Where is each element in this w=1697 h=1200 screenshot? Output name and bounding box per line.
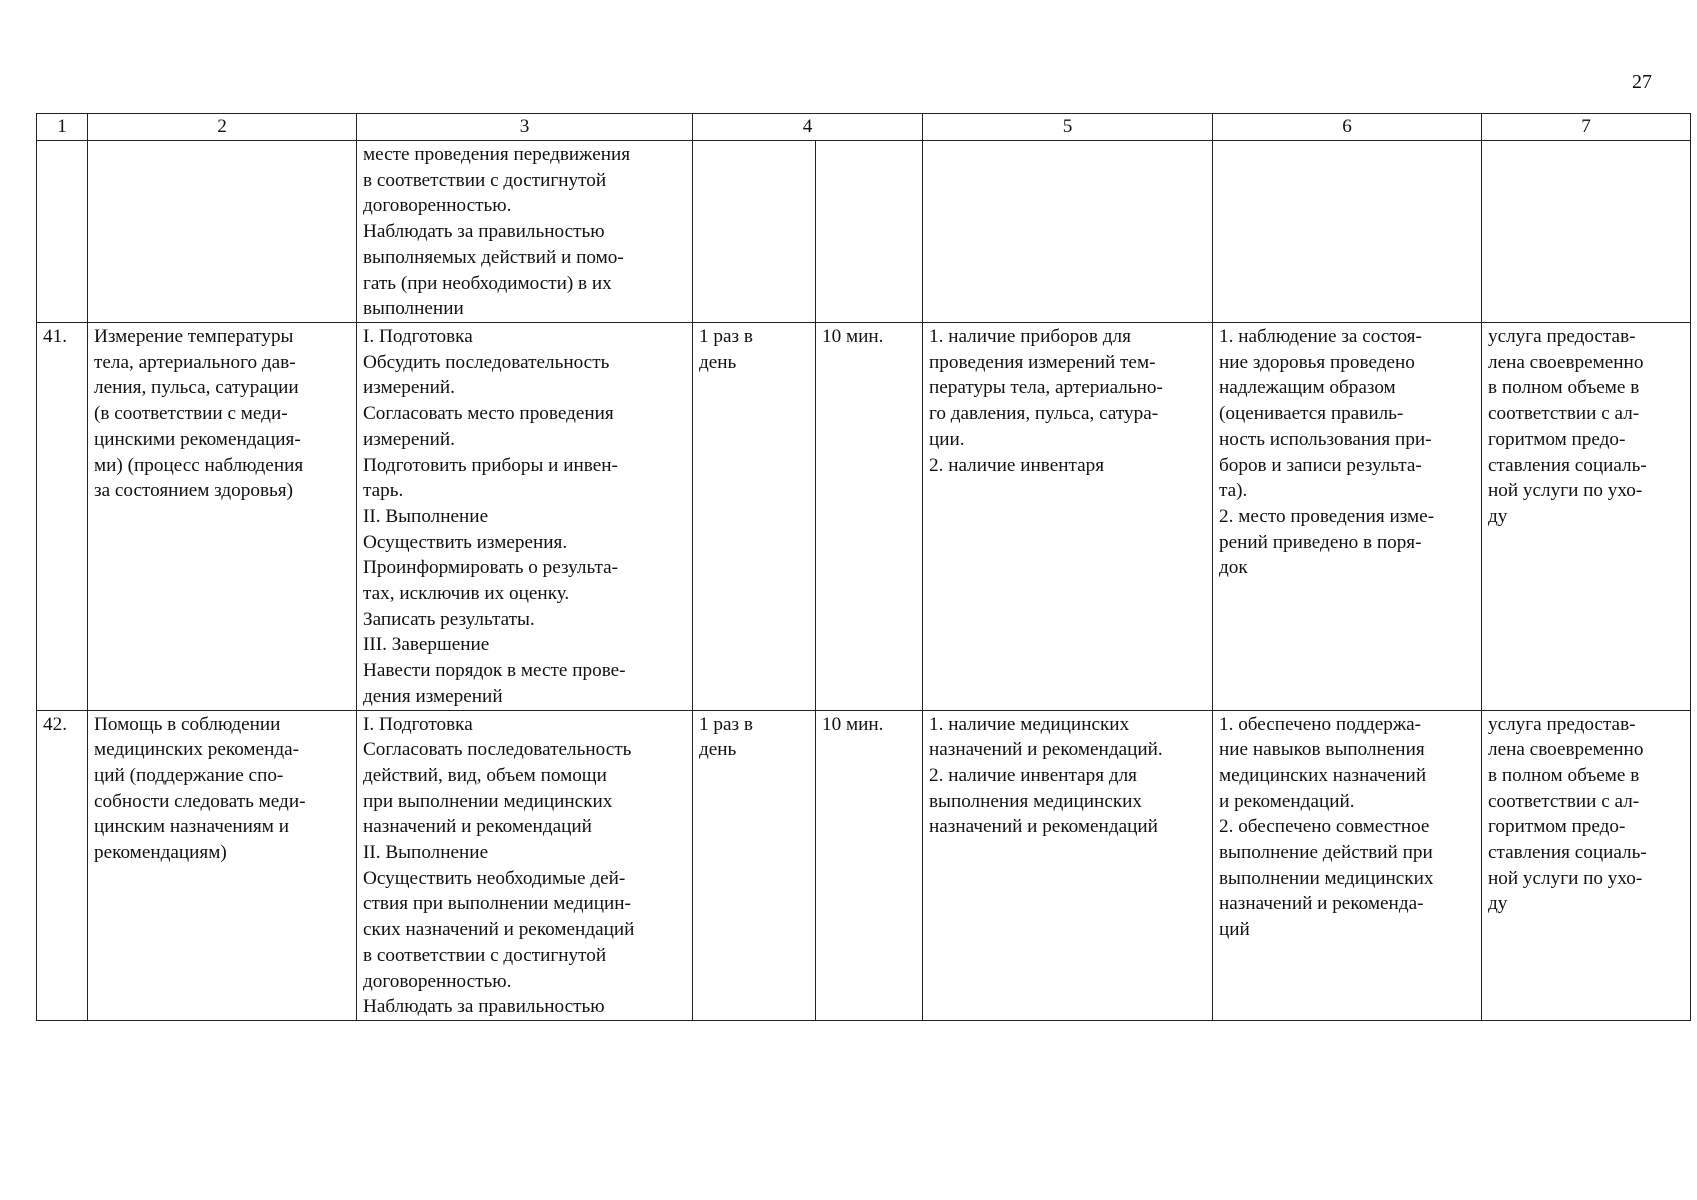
text-line: проведения измерений тем- (929, 351, 1156, 373)
text-line: за состоянием здоровья) (94, 480, 293, 502)
text-line: 2. наличие инвентаря (929, 454, 1105, 476)
text-line: и рекомендаций. (1219, 790, 1355, 812)
text-line: ций (поддержание спо- (94, 764, 284, 786)
text-line: ние навыков выполнения (1219, 739, 1425, 761)
text-line: I. Подготовка (363, 713, 473, 735)
text-line: медицинских назначений (1219, 764, 1427, 786)
text-line: в соответствии с достигнутой (363, 944, 607, 966)
text-line: 1. наблюдение за состоя- (1219, 326, 1422, 347)
table-row (37, 710, 1691, 1020)
text-line: ду (1488, 893, 1508, 915)
text-line: ной услуги по ухо- (1488, 867, 1643, 889)
text-line: ние здоровья проведено (1219, 351, 1415, 373)
assessment-cell (1482, 141, 1691, 323)
text-line: 1 раз в (699, 326, 753, 347)
text-line: гать (при необходимости) в их (363, 272, 612, 294)
text-line: тарь. (363, 480, 404, 502)
text-line: Наблюдать за правильностью (363, 996, 605, 1018)
text-line: при выполнении медицинских (363, 790, 613, 812)
text-line: рекомендациям) (94, 842, 227, 864)
text-line: ции. (929, 428, 965, 450)
column-header-6: 6 (1213, 114, 1482, 141)
text-line: 1. наличие приборов для (929, 326, 1131, 347)
text-line: ления, пульса, сатурации (94, 377, 299, 399)
text-line: Помощь в соблюдении (94, 713, 281, 735)
page-number: 27 (1632, 71, 1652, 93)
text-line: 1 раз в (699, 713, 753, 735)
text-line: Наблюдать за правильностью (363, 221, 605, 243)
text-line: действий, вид, объем помощи (363, 764, 607, 786)
text-line: боров и записи результа- (1219, 454, 1422, 476)
text-line: измерений. (363, 428, 455, 450)
text-line: 1. обеспечено поддержа- (1219, 713, 1422, 735)
service-name-cell (88, 323, 357, 711)
text-line: 2. место проведения изме- (1219, 505, 1435, 527)
service-actions-cell (357, 141, 693, 323)
text-line: соответствии с ал- (1488, 790, 1640, 812)
service-name-cell (88, 710, 357, 1020)
table-row (37, 141, 1691, 323)
text-line: док (1219, 557, 1248, 579)
text-line: рений приведено в поря- (1219, 531, 1422, 553)
text-line: ских назначений и рекомендаций (363, 919, 635, 941)
text-line: выполнении (363, 298, 464, 320)
text-line: соответствии с ал- (1488, 403, 1640, 425)
frequency-cell (693, 710, 816, 1020)
text-line: месте проведения передвижения (363, 144, 631, 165)
quality-indicators-cell (1213, 710, 1482, 1020)
text-line: договоренностью. (363, 195, 512, 217)
quality-indicators-cell (1213, 141, 1482, 323)
text-line: выполнении медицинских (1219, 867, 1434, 889)
frequency-cell (693, 323, 816, 711)
text-line: го давления, пульса, сатура- (929, 403, 1159, 425)
text-line: день (699, 351, 737, 373)
text-line: Измерение температуры (94, 326, 294, 347)
text-line: (оценивается правиль- (1219, 403, 1404, 425)
text-line: пературы тела, артериально- (929, 377, 1163, 399)
text-line: ной услуги по ухо- (1488, 480, 1643, 502)
column-header-7: 7 (1482, 114, 1691, 141)
assessment-cell (1482, 323, 1691, 711)
service-actions-cell (357, 323, 693, 711)
text-line: назначений и рекомендаций (363, 816, 592, 838)
text-line: ствия при выполнении медицин- (363, 893, 631, 915)
text-line: лена своевременно (1488, 739, 1644, 761)
text-line: Подготовить приборы и инвен- (363, 454, 618, 476)
standards-table (36, 113, 1691, 1021)
text-line: назначений и рекоменда- (1219, 893, 1424, 915)
text-line: ставления социаль- (1488, 454, 1647, 476)
text-line: ций (1219, 919, 1250, 941)
text-line: ность использования при- (1219, 428, 1432, 450)
column-header-1: 1 (37, 114, 88, 141)
text-line: Осуществить измерения. (363, 531, 568, 553)
text-line: дения измерений (363, 685, 503, 707)
text-line: Согласовать последовательность (363, 739, 632, 761)
text-line: выполнение действий при (1219, 842, 1433, 864)
service-actions-cell (357, 710, 693, 1020)
text-line: медицинских рекоменда- (94, 739, 300, 761)
text-line: Записать результаты. (363, 608, 535, 630)
text-line: II. Выполнение (363, 505, 489, 527)
text-line: 2. обеспечено совместное (1219, 816, 1430, 838)
text-line: тах, исключив их оценку. (363, 583, 570, 605)
text-line: услуга предостав- (1488, 326, 1636, 347)
text-line: в полном объеме в (1488, 377, 1640, 399)
frequency-cell (693, 141, 816, 323)
text-line: надлежащим образом (1219, 377, 1396, 399)
text-line: измерений. (363, 377, 455, 399)
text-line: горитмом предо- (1488, 816, 1626, 838)
text-line: тела, артериального дав- (94, 351, 296, 373)
row-number-cell (37, 141, 88, 323)
text-line: услуга предостав- (1488, 713, 1636, 735)
text-line: Обсудить последовательность (363, 351, 610, 373)
text-line: день (699, 739, 737, 761)
column-header-5: 5 (923, 114, 1213, 141)
text-line: ставления социаль- (1488, 842, 1647, 864)
text-line: та). (1219, 480, 1248, 502)
conditions-cell (923, 141, 1213, 323)
text-line: лена своевременно (1488, 351, 1644, 373)
text-line: в соответствии с достигнутой (363, 169, 607, 191)
duration-cell: 10 мин. (816, 710, 923, 1020)
text-line: собности следовать меди- (94, 790, 306, 812)
row-number-cell: 42. (37, 710, 88, 1020)
column-header-3: 3 (357, 114, 693, 141)
assessment-cell (1482, 710, 1691, 1020)
text-line: Осуществить необходимые дей- (363, 867, 626, 889)
text-line: договоренностью. (363, 970, 512, 992)
text-line: горитмом предо- (1488, 428, 1626, 450)
text-line: выполняемых действий и помо- (363, 246, 624, 268)
header-row (37, 114, 1691, 141)
text-line: цинскими рекомендация- (94, 428, 301, 450)
column-header-4: 4 (693, 114, 923, 141)
column-header-2: 2 (88, 114, 357, 141)
text-line: назначений и рекомендаций (929, 816, 1158, 838)
text-line: (в соответствии с меди- (94, 403, 288, 425)
quality-indicators-cell (1213, 323, 1482, 711)
text-line: Проинформировать о результа- (363, 557, 619, 579)
text-line: I. Подготовка (363, 326, 473, 347)
text-line: ми) (процесс наблюдения (94, 454, 304, 476)
duration-cell (816, 141, 923, 323)
text-line: Навести порядок в месте прове- (363, 660, 626, 682)
text-line: в полном объеме в (1488, 764, 1640, 786)
conditions-cell (923, 323, 1213, 711)
text-line: Согласовать место проведения (363, 403, 614, 425)
row-number-cell: 41. (37, 323, 88, 711)
service-name-cell (88, 141, 357, 323)
text-line: II. Выполнение (363, 842, 489, 864)
table-row (37, 323, 1691, 711)
text-line: III. Завершение (363, 634, 490, 656)
text-line: 2. наличие инвентаря для (929, 764, 1137, 786)
text-line: ду (1488, 505, 1508, 527)
text-line: назначений и рекомендаций. (929, 739, 1163, 761)
text-line: цинским назначениям и (94, 816, 289, 838)
conditions-cell (923, 710, 1213, 1020)
text-line: выполнения медицинских (929, 790, 1143, 812)
text-line: 1. наличие медицинских (929, 713, 1130, 735)
duration-cell: 10 мин. (816, 323, 923, 711)
